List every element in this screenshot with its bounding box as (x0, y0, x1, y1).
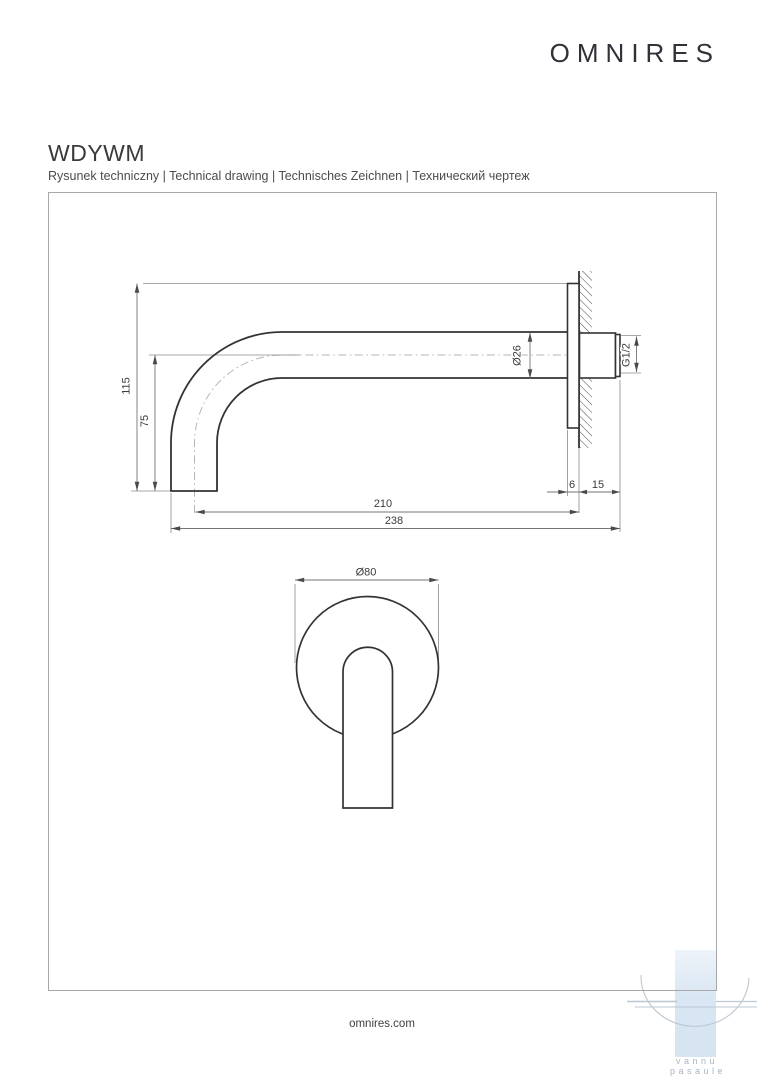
dim-label-d26: Ø26 (511, 345, 524, 366)
arrow-15-right (612, 490, 620, 494)
arrow-15-left (579, 490, 587, 494)
dim-label-75: 75 (139, 414, 151, 428)
spout-outer-profile (171, 332, 568, 491)
dim-label-210: 210 (373, 498, 393, 510)
dim-label-g12: G1/2 (620, 343, 633, 367)
dim-label-6: 6 (568, 479, 576, 491)
thread-connector (580, 333, 616, 378)
watermark-text-line2: pasaule (669, 1066, 727, 1076)
thread-end-cap (616, 335, 621, 377)
dim-label-238: 238 (384, 515, 404, 527)
brand-logo: OMNIRES (549, 38, 720, 68)
wall-plate (568, 284, 580, 429)
spout-front (343, 647, 393, 808)
dim-label-15: 15 (591, 479, 605, 491)
spout-inner-profile (217, 378, 568, 491)
watermark-text-line1: vannu (675, 1056, 719, 1066)
front-view (295, 567, 439, 809)
drawing-subtitle: Rysunek techniczny | Technical drawing | Technisches Zeichnen | Технический чертеж (48, 169, 530, 183)
footer-website: omnires.com (349, 1018, 415, 1030)
dim-label-115: 115 (120, 377, 133, 395)
watermark-band (675, 950, 716, 1057)
side-view (121, 271, 642, 533)
watermark-graphic (627, 950, 757, 1057)
dim-label-d80: Ø80 (355, 566, 377, 579)
product-code-title: WDYWM (48, 140, 146, 166)
drawing-frame (49, 193, 717, 991)
